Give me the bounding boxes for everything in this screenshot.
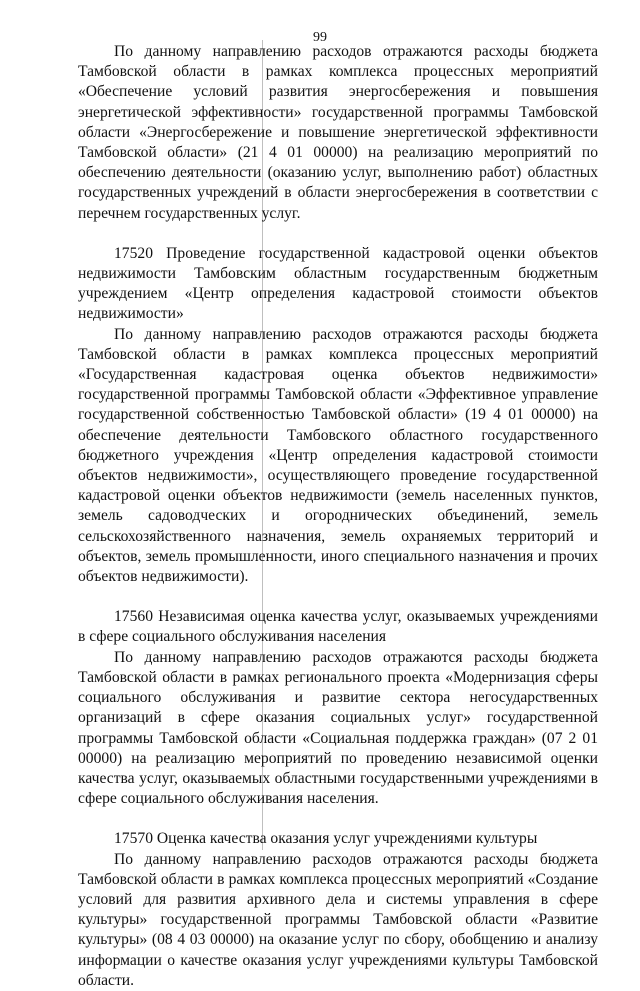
document-body [78, 42, 598, 991]
paragraph-social-services: По данному направлению расходов отражаются расходы бюджета Тамбовской области в рамках регионального проекта «Модернизация сферы социального обслуживания и развитие сектора негосударственных организаций в сфере оказания социальных услуг» государственной программы Тамбовской области «Социальная поддержка граждан» (07 2 01 00000) на реализацию мероприятий по проведению независимой оценки качества услуг, оказываемых областными государственными учреждениями в сфере социального обслуживания населения. [78, 648, 598, 808]
heading-17570: 17570 Оценка качества оказания услуг учреждениями культуры [114, 830, 538, 848]
paragraph-culture-services: По данному направлению расходов отражаются расходы бюджета Тамбовской области в рамках комплекса процессных мероприятий «Создание условий для развития архивного дела и системы управления в сфере культуры» государственной программы Тамбовской области «Развитие культуры» (08 4 03 00000) на оказание услуг по сбору, обобщению и анализу информации о качестве оказания услуг учреждениями культуры Тамбовской области. [78, 850, 598, 989]
section-gap [78, 809, 598, 829]
section-gap [78, 587, 598, 607]
page-number: 99 [313, 30, 327, 45]
heading-17520: 17520 Проведение государственной кадастровой оценки объектов недвижимости Тамбовским областным государственным бюджетным учреждением «Центр определения кадастровой стоимости объектов недвижимости» [78, 244, 598, 323]
section-gap [78, 224, 598, 244]
paragraph-energy-saving: По данному направлению расходов отражаются расходы бюджета Тамбовской области в рамках комплекса процессных мероприятий «Обеспечение условий развития энергосбережения и повышения энергетической эффективности» государственной программы Тамбовской области «Энергосбережение и повышение энергетической эффективности Тамбовской области» (21 4 01 00000) на реализацию мероприятий по обеспечению деятельности (оказанию услуг, выполнению работ) областных государственных учреждений в области энергосбережения в соответствии с перечнем государственных услуг. [78, 43, 598, 222]
paragraph-cadastral-valuation: По данному направлению расходов отражаются расходы бюджета Тамбовской области в рамках комплекса процессных мероприятий «Государственная кадастровая оценка объектов недвижимости» государственной программы Тамбовской области «Эффективное управление государственной собственностью Тамбовской области» (19 4 01 00000) на обеспечение деятельности Тамбовского областного государственного бюджетного учреждения «Центр определения кадастровой стоимости объектов недвижимости», осуществляющего проведение государственной кадастровой оценки объектов недвижимости (земель населенных пунктов, земель садоводческих и огороднических объединений, земель сельскохозяйственного назначения, земель охраняемых территорий и объектов, земель промышленности, иного специального назначения и прочих объектов недвижимости). [78, 325, 598, 586]
heading-17560: 17560 Независимая оценка качества услуг, оказываемых учреждениями в сфере социального обслуживания населения [78, 608, 598, 646]
